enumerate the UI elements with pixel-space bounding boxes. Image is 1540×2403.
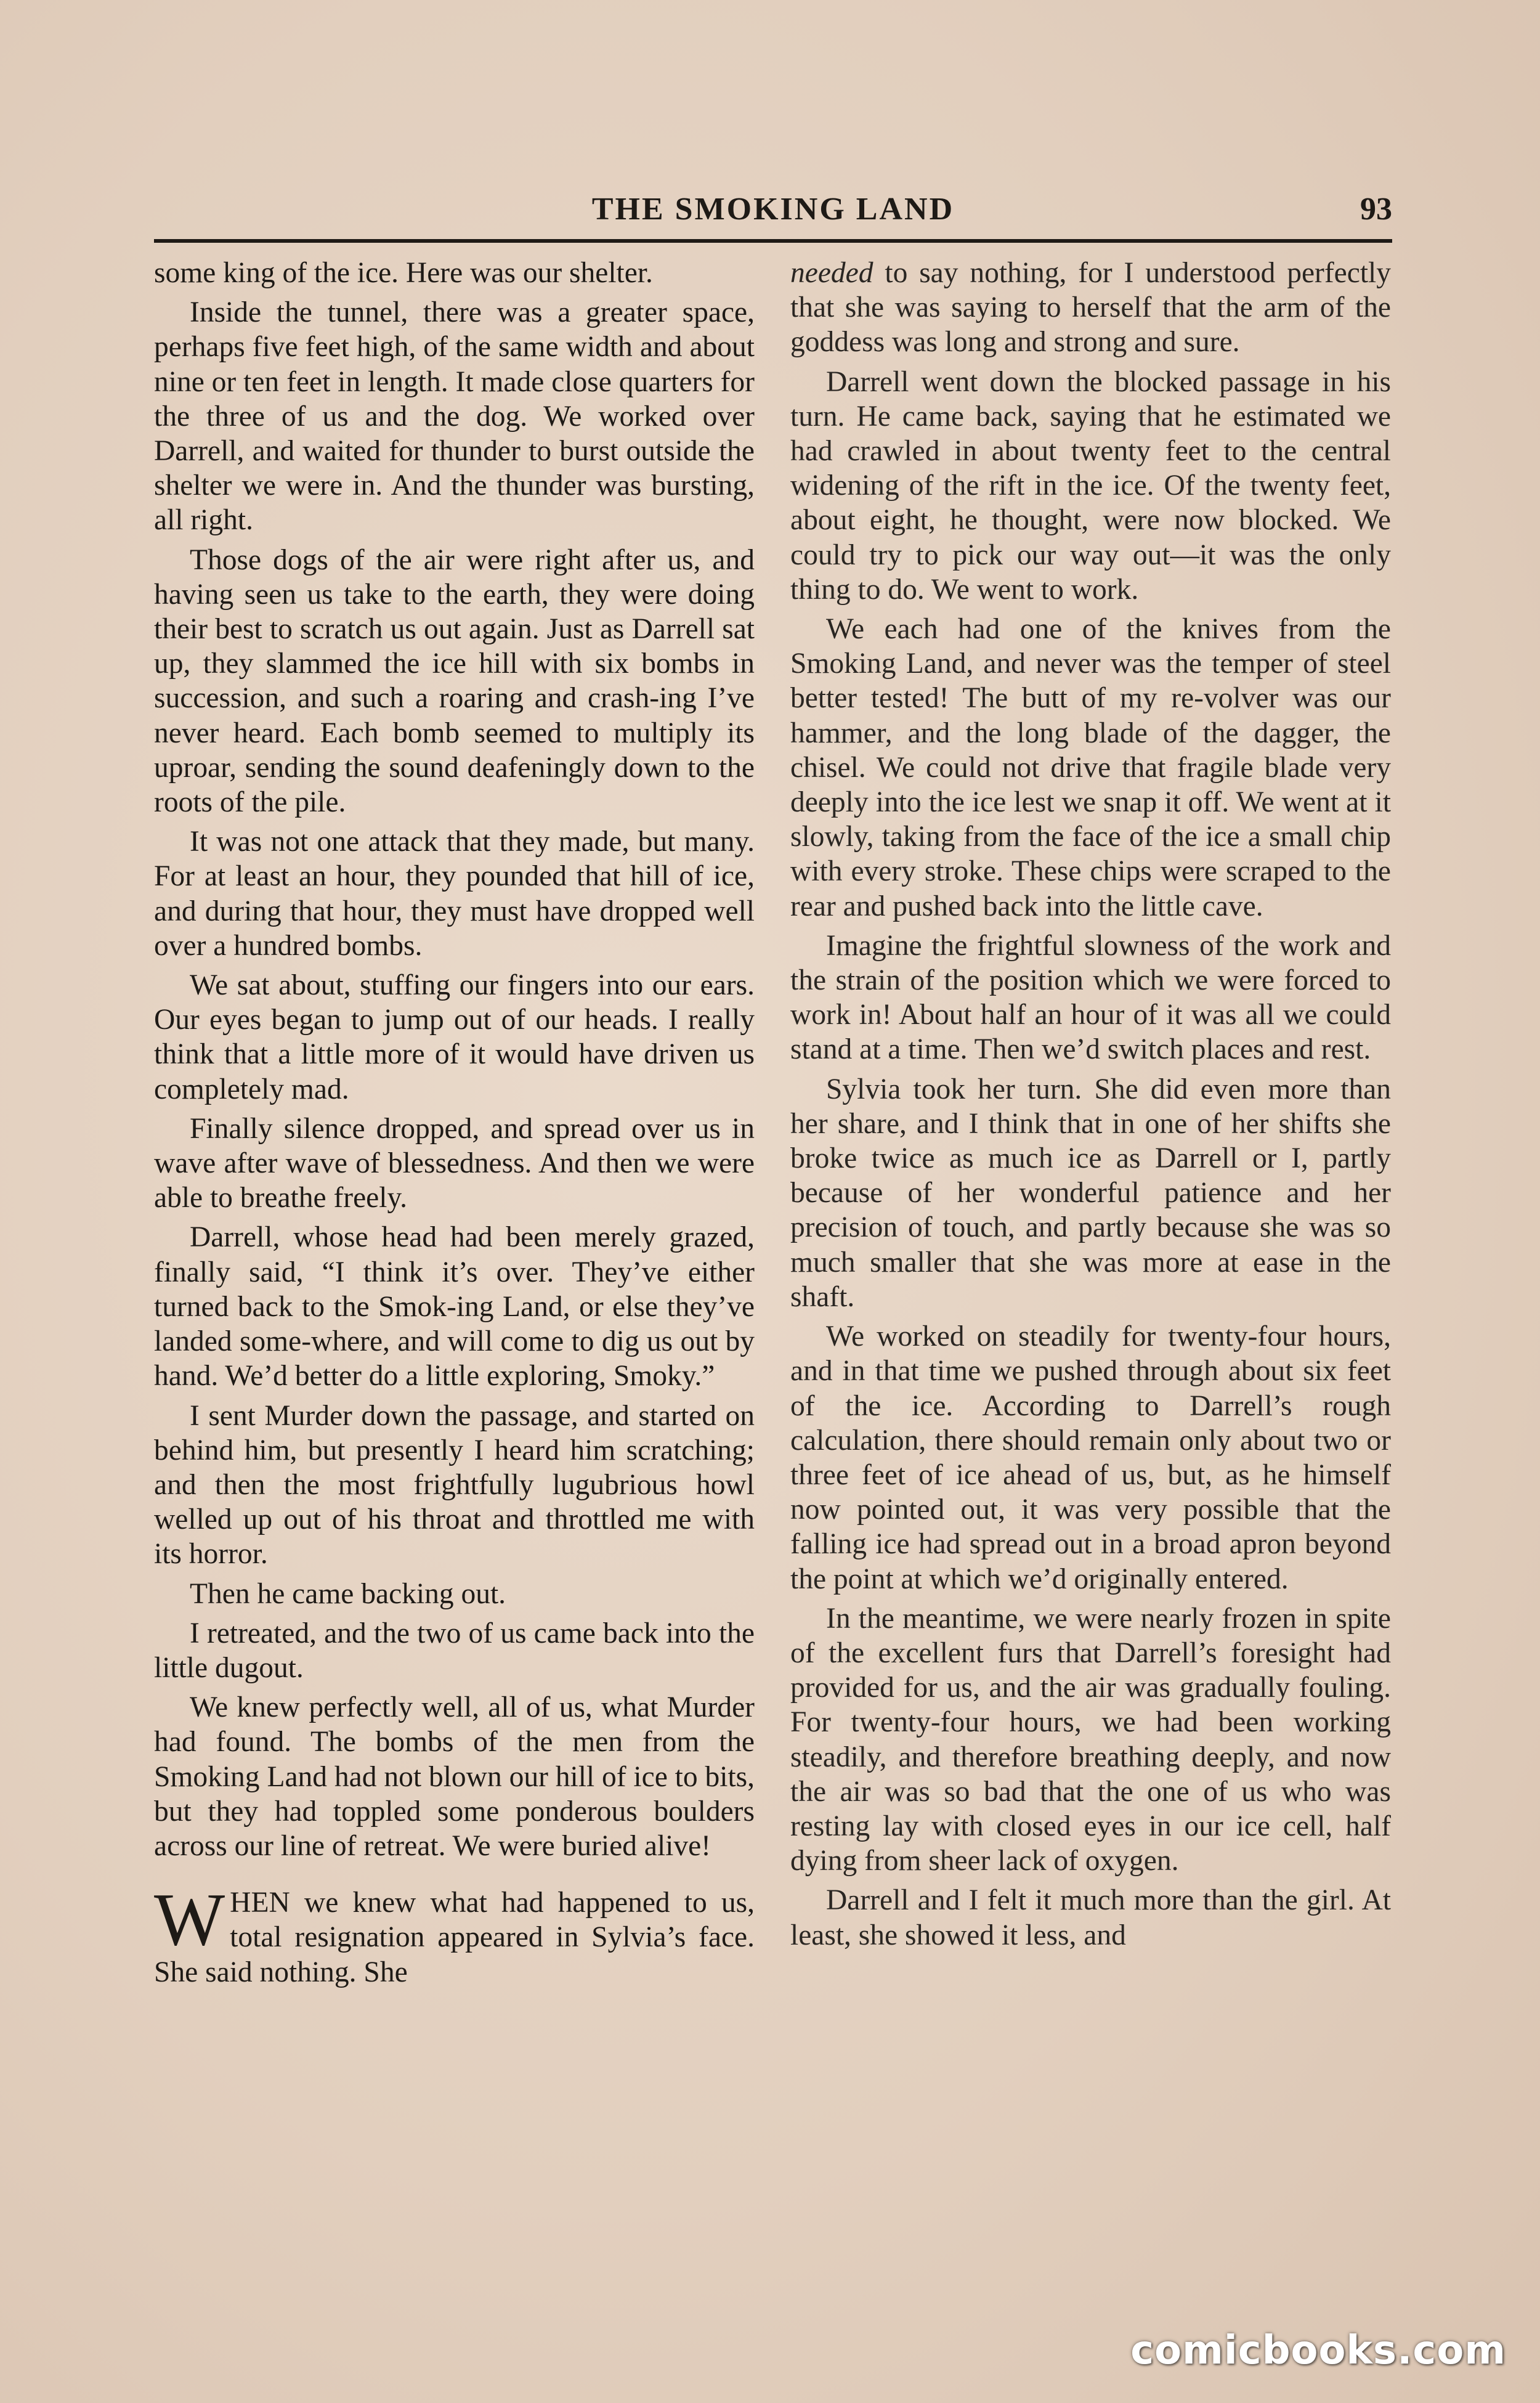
- italic-word: needed: [790, 257, 873, 289]
- paragraph: Then he came backing out.: [190, 1577, 506, 1610]
- paragraph: We knew perfectly well, all of us, what Murder had found. The bombs of the men from the Smoking Land had not blown our hill of ice to bits, but they had toppled some ponderous boulders across our line of retreat. We were buried alive!: [154, 1691, 755, 1862]
- paragraph: I sent Murder down the passage, and started on behind him, but presently I heard him scratching; and then the most frightfully lugubrious howl welled up out of his throat and throttled me with its horror.: [154, 1399, 755, 1571]
- paragraph: We worked on steadily for twenty-four hours, and in that time we pushed through about six feet of the ice. According to Darrell’s rough calculation, there should remain only about two or three feet of ice ahead of us, but, as he himself now pointed out, it was very possible that the falling ice had spread out in a broad apron beyond the point at which we’d originally entered.: [790, 1320, 1391, 1595]
- drop-cap: W: [154, 1878, 225, 1962]
- paragraph-text: to say nothing, for I understood perfectly that she was saying to herself that the arm of the goddess was long and strong and sure.: [790, 257, 1391, 359]
- dropcap-paragraph: [154, 1878, 755, 1990]
- header-rule: [154, 239, 1392, 243]
- running-title: THE SMOKING LAND: [591, 192, 955, 227]
- paragraph: I retreated, and the two of us came back into the little dugout.: [154, 1617, 755, 1684]
- paragraph: Imagine the frightful slowness of the work and the strain of the position which we were forced to work in! About half an hour of it was all we could stand at a time. Then we’d switch places and rest.: [790, 929, 1391, 1066]
- right-column: [790, 256, 1391, 2255]
- paragraph: In the meantime, we were nearly frozen in spite of the excellent furs that Darrell’s foresight had provided for us, and the air was gradually fouling. For twenty-four hours, we had been working steadily, and therefore breathing deeply, and now the air was so bad that the one of us who was resting lay with closed eyes in our ice cell, half dying from sheer lack of oxygen.: [790, 1602, 1391, 1877]
- paragraph: It was not one attack that they made, but many. For at least an hour, they pounded that hill of ice, and during that hour, they must have dropped well over a hundred bombs.: [154, 826, 755, 962]
- paragraph: Darrell and I felt it much more than the girl. At least, she showed it less, and: [790, 1884, 1391, 1951]
- page-number: 93: [1360, 192, 1392, 227]
- paragraph: Finally silence dropped, and spread over us in wave after wave of blessedness. And then we were able to breathe freely.: [154, 1112, 755, 1214]
- paragraph: We each had one of the knives from the Smoking Land, and never was the temper of steel better tested! The butt of my re-volver was our hammer, and the long blade of the dagger, the chisel. We could not drive that fragile blade very deeply into the ice lest we snap it off. We went at it slowly, taking from the face of the ice a small chip with every stroke. These chips were scraped to the rear and pushed back into the little cave.: [790, 613, 1391, 922]
- running-header: [154, 191, 1392, 240]
- paragraph: Sylvia took her turn. She did even more than her share, and I think that in one of her shifts she broke twice as much ice as Darrell or I, partly because of her wonderful patience and her precision of touch, and partly because she was so much smaller that she was more at ease in the shaft.: [790, 1073, 1391, 1313]
- paragraph: some king of the ice. Here was our shelter.: [154, 257, 653, 289]
- paragraph: Darrell went down the blocked passage in his turn. He came back, saying that he estimated we had crawled in about twenty feet to the central widening of the rift in the ice. Of the twenty feet, about eight, he thought, were now blocked. We could try to pick our way out—it was the only thing to do. We went to work.: [790, 365, 1391, 606]
- left-column: [154, 256, 755, 2255]
- paragraph: [790, 256, 1391, 360]
- paragraph: We sat about, stuffing our fingers into our ears. Our eyes began to jump out of our heads. I really think that a little more of it would have driven us completely mad.: [154, 969, 755, 1105]
- paragraph: Inside the tunnel, there was a greater space, perhaps five feet high, of the same width and about nine or ten feet in length. It made close quarters for the three of us and the dog. We worked over Darrell, and waited for thunder to burst outside the shelter we were in. And the thunder was bursting, all right.: [154, 296, 755, 537]
- paragraph: Darrell, whose head had been merely grazed, finally said, “I think it’s over. They’ve either turned back to the Smok-ing Land, or else they’ve landed some-where, and will come to dig us out by hand. We’d better do a little exploring, Smoky.”: [154, 1221, 755, 1393]
- site-watermark: comicbooks.com: [1130, 2328, 1506, 2373]
- paragraph: Those dogs of the air were right after us, and having seen us take to the earth, they were doing their best to scratch us out again. Just as Darrell sat up, they slammed the ice hill with six bombs in succession, and such a roaring and crash-ing I’ve never heard. Each bomb seemed to multiply its uproar, sending the sound deafeningly down to the roots of the pile.: [154, 543, 755, 819]
- paragraph-text: HEN we knew what had happened to us, total resignation appeared in Sylvia’s face. She said nothing. She: [154, 1887, 755, 1988]
